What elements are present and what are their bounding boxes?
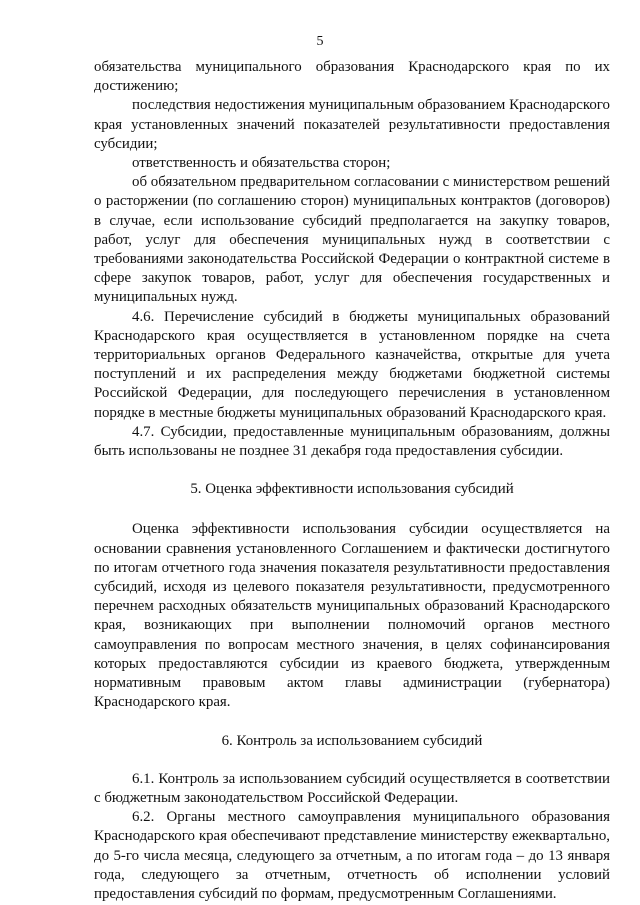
paragraph-6-1: 6.1. Контроль за использованием субсидий осуществляется в соответствии с бюджетным законодательством Российской Федерации. (94, 770, 610, 806)
paragraph-5-evaluation: Оценка эффективности использования субсидии осуществляется на основании сравнения установленного Соглашением и фактически достигнутого по итогам отчетного года значения показателя результативности предоставления субсидий, исходя из целевого показателя результативности, предусмотренного перечнем расходных обязательств муниципальных образований Краснодарского края, возникающих при выполнении полномочий органов местного самоуправления по вопросам местного значения, в целях софинансирования которых предоставляются субсидии из краевого бюджета, утвержденным нормативным правовым актом главы администрации (губернатора) Краснодарского края. (94, 521, 610, 711)
paragraph-consequences: последствия недостижения муниципальным образованием Краснодарского края установленных значений показателей результативности предоставления субсидии; (94, 97, 610, 152)
document-body (94, 58, 610, 904)
paragraph-approval: об обязательном предварительном согласовании с министерством решений о расторжении (по соглашению сторон) муниципальных контрактов (договоров) в случае, если использование субсидий предполагается на закупку товаров, работ, услуг для обеспечения муниципальных нужд в соответствии с требованиями законодательства Российской Федерации о контрактной системе в сфере закупок товаров, работ, услуг для обеспечения государственных и муниципальных нужд. (94, 174, 610, 306)
section-6-heading: 6. Контроль за использованием субсидий (221, 732, 483, 749)
paragraph-6-2: 6.2. Органы местного самоуправления муниципального образования Краснодарского края обеспечивают представление министерству ежеквартально, до 5-го числа месяца, следующего за отчетным, а по итогам года – до 13 января года, следующего за отчетным, отчетность об исполнении условий предоставления субсидий по формам, предусмотренным Соглашениями. (94, 809, 610, 902)
paragraph-responsibility: ответственность и обязательства сторон; (132, 155, 391, 172)
section-5-heading: 5. Оценка эффективности использования субсидий (190, 481, 514, 498)
page-number: 5 (316, 34, 324, 49)
paragraph-4-6: 4.6. Перечисление субсидий в бюджеты муниципальных образований Краснодарского края осуществляется в установленном порядке на счета территориальных органов Федерального казначейства, открытые для учета поступлений и их распределения между бюджетами бюджетной системы Российской Федерации, для последующего перечисления в установленном порядке в местные бюджеты муниципальных образований Краснодарского края. (94, 308, 610, 421)
paragraph-4-7: 4.7. Субсидии, предоставленные муниципальным образованиям, должны быть использованы не позднее 31 декабря года предоставления субсидии. (94, 423, 610, 460)
paragraph-obligations: обязательства муниципального образования Краснодарского края по их достижению; (94, 59, 610, 95)
